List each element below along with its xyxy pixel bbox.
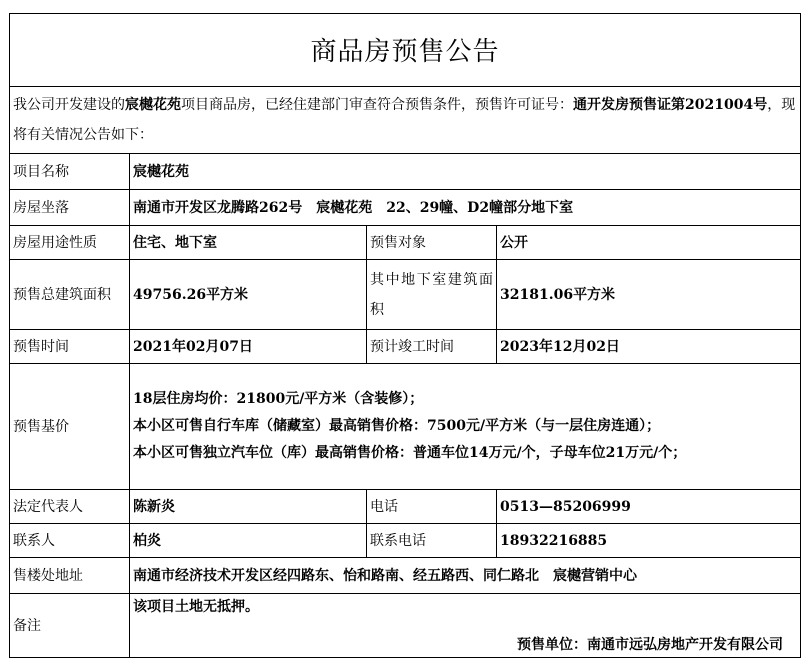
legal-rep-row [10,490,801,524]
legal-rep-label: 法定代表人 [10,490,130,524]
presale-target-value: 公开 [497,226,801,260]
intro-paragraph [10,87,801,154]
contact-phone-label: 联系电话 [367,524,497,558]
total-area-value: 49756.26平方米 [130,260,367,330]
presale-unit-signature: 预售单位：南通市远弘房地产开发有限公司 [517,637,784,653]
contact-phone-value: 18932216885 [497,524,801,558]
sales-office-label: 售楼处地址 [10,558,130,594]
contact-row [10,524,801,558]
intro-part3: ，现将有关情况公告如下： [13,97,796,143]
project-name-value: 宸樾花苑 [130,154,801,190]
contact-value: 柏炎 [130,524,367,558]
price-line-housing: 18层住房均价：21800元/平方米（含装修）； [133,391,424,407]
basement-area-label: 其中地下室建筑面积 [367,260,497,330]
phone-label: 电话 [367,490,497,524]
usage-value: 住宅、地下室 [130,226,367,260]
base-price-row [10,364,801,490]
base-price-label: 预售基价 [10,364,130,490]
intro-permit-number: 通开发房预售证第2021004号 [573,97,768,113]
location-row [10,190,801,226]
price-line-bike-storage: 本小区可售自行车库（储藏室）最高销售价格：7500元/平方米（与一层住房连通）； [133,418,661,434]
intro-row [10,87,801,154]
presale-target-label: 预售对象 [367,226,497,260]
sales-office-row [10,558,801,594]
remarks-row [10,594,801,658]
intro-project-name: 宸樾花苑 [125,97,181,113]
price-line-parking: 本小区可售独立汽车位（库）最高销售价格：普通车位14万元/个，子母车位21万元/个； [133,445,687,461]
presale-date-label: 预售时间 [10,330,130,364]
usage-row [10,226,801,260]
title-row [10,14,801,87]
page-title: 商品房预售公告 [10,14,801,87]
intro-part1: 我公司开发建设的 [13,97,125,113]
location-value: 南通市开发区龙腾路262号 宸樾花苑 22、29幢、D2幢部分地下室 [130,190,801,226]
legal-rep-value: 陈新炎 [130,490,367,524]
phone-value: 0513—85206999 [497,490,801,524]
contact-label: 联系人 [10,524,130,558]
presale-date-value: 2021年02月07日 [130,330,367,364]
intro-part2: 项目商品房，已经住建部门审查符合预售条件，预售许可证号： [181,97,573,113]
total-area-label: 预售总建筑面积 [10,260,130,330]
remarks-value: 该项目土地无抵押。 [133,599,259,615]
base-price-details [130,364,801,490]
usage-label: 房屋用途性质 [10,226,130,260]
basement-area-value: 32181.06平方米 [497,260,801,330]
remarks-label: 备注 [10,594,130,658]
area-row [10,260,801,330]
dates-row [10,330,801,364]
completion-date-label: 预计竣工时间 [367,330,497,364]
sales-office-value: 南通市经济技术开发区经四路东、怡和路南、经五路西、同仁路北 宸樾营销中心 [130,558,801,594]
presale-notice-table [9,13,801,658]
project-name-label: 项目名称 [10,154,130,190]
remarks-cell [130,594,801,658]
project-name-row [10,154,801,190]
location-label: 房屋坐落 [10,190,130,226]
completion-date-value: 2023年12月02日 [497,330,801,364]
